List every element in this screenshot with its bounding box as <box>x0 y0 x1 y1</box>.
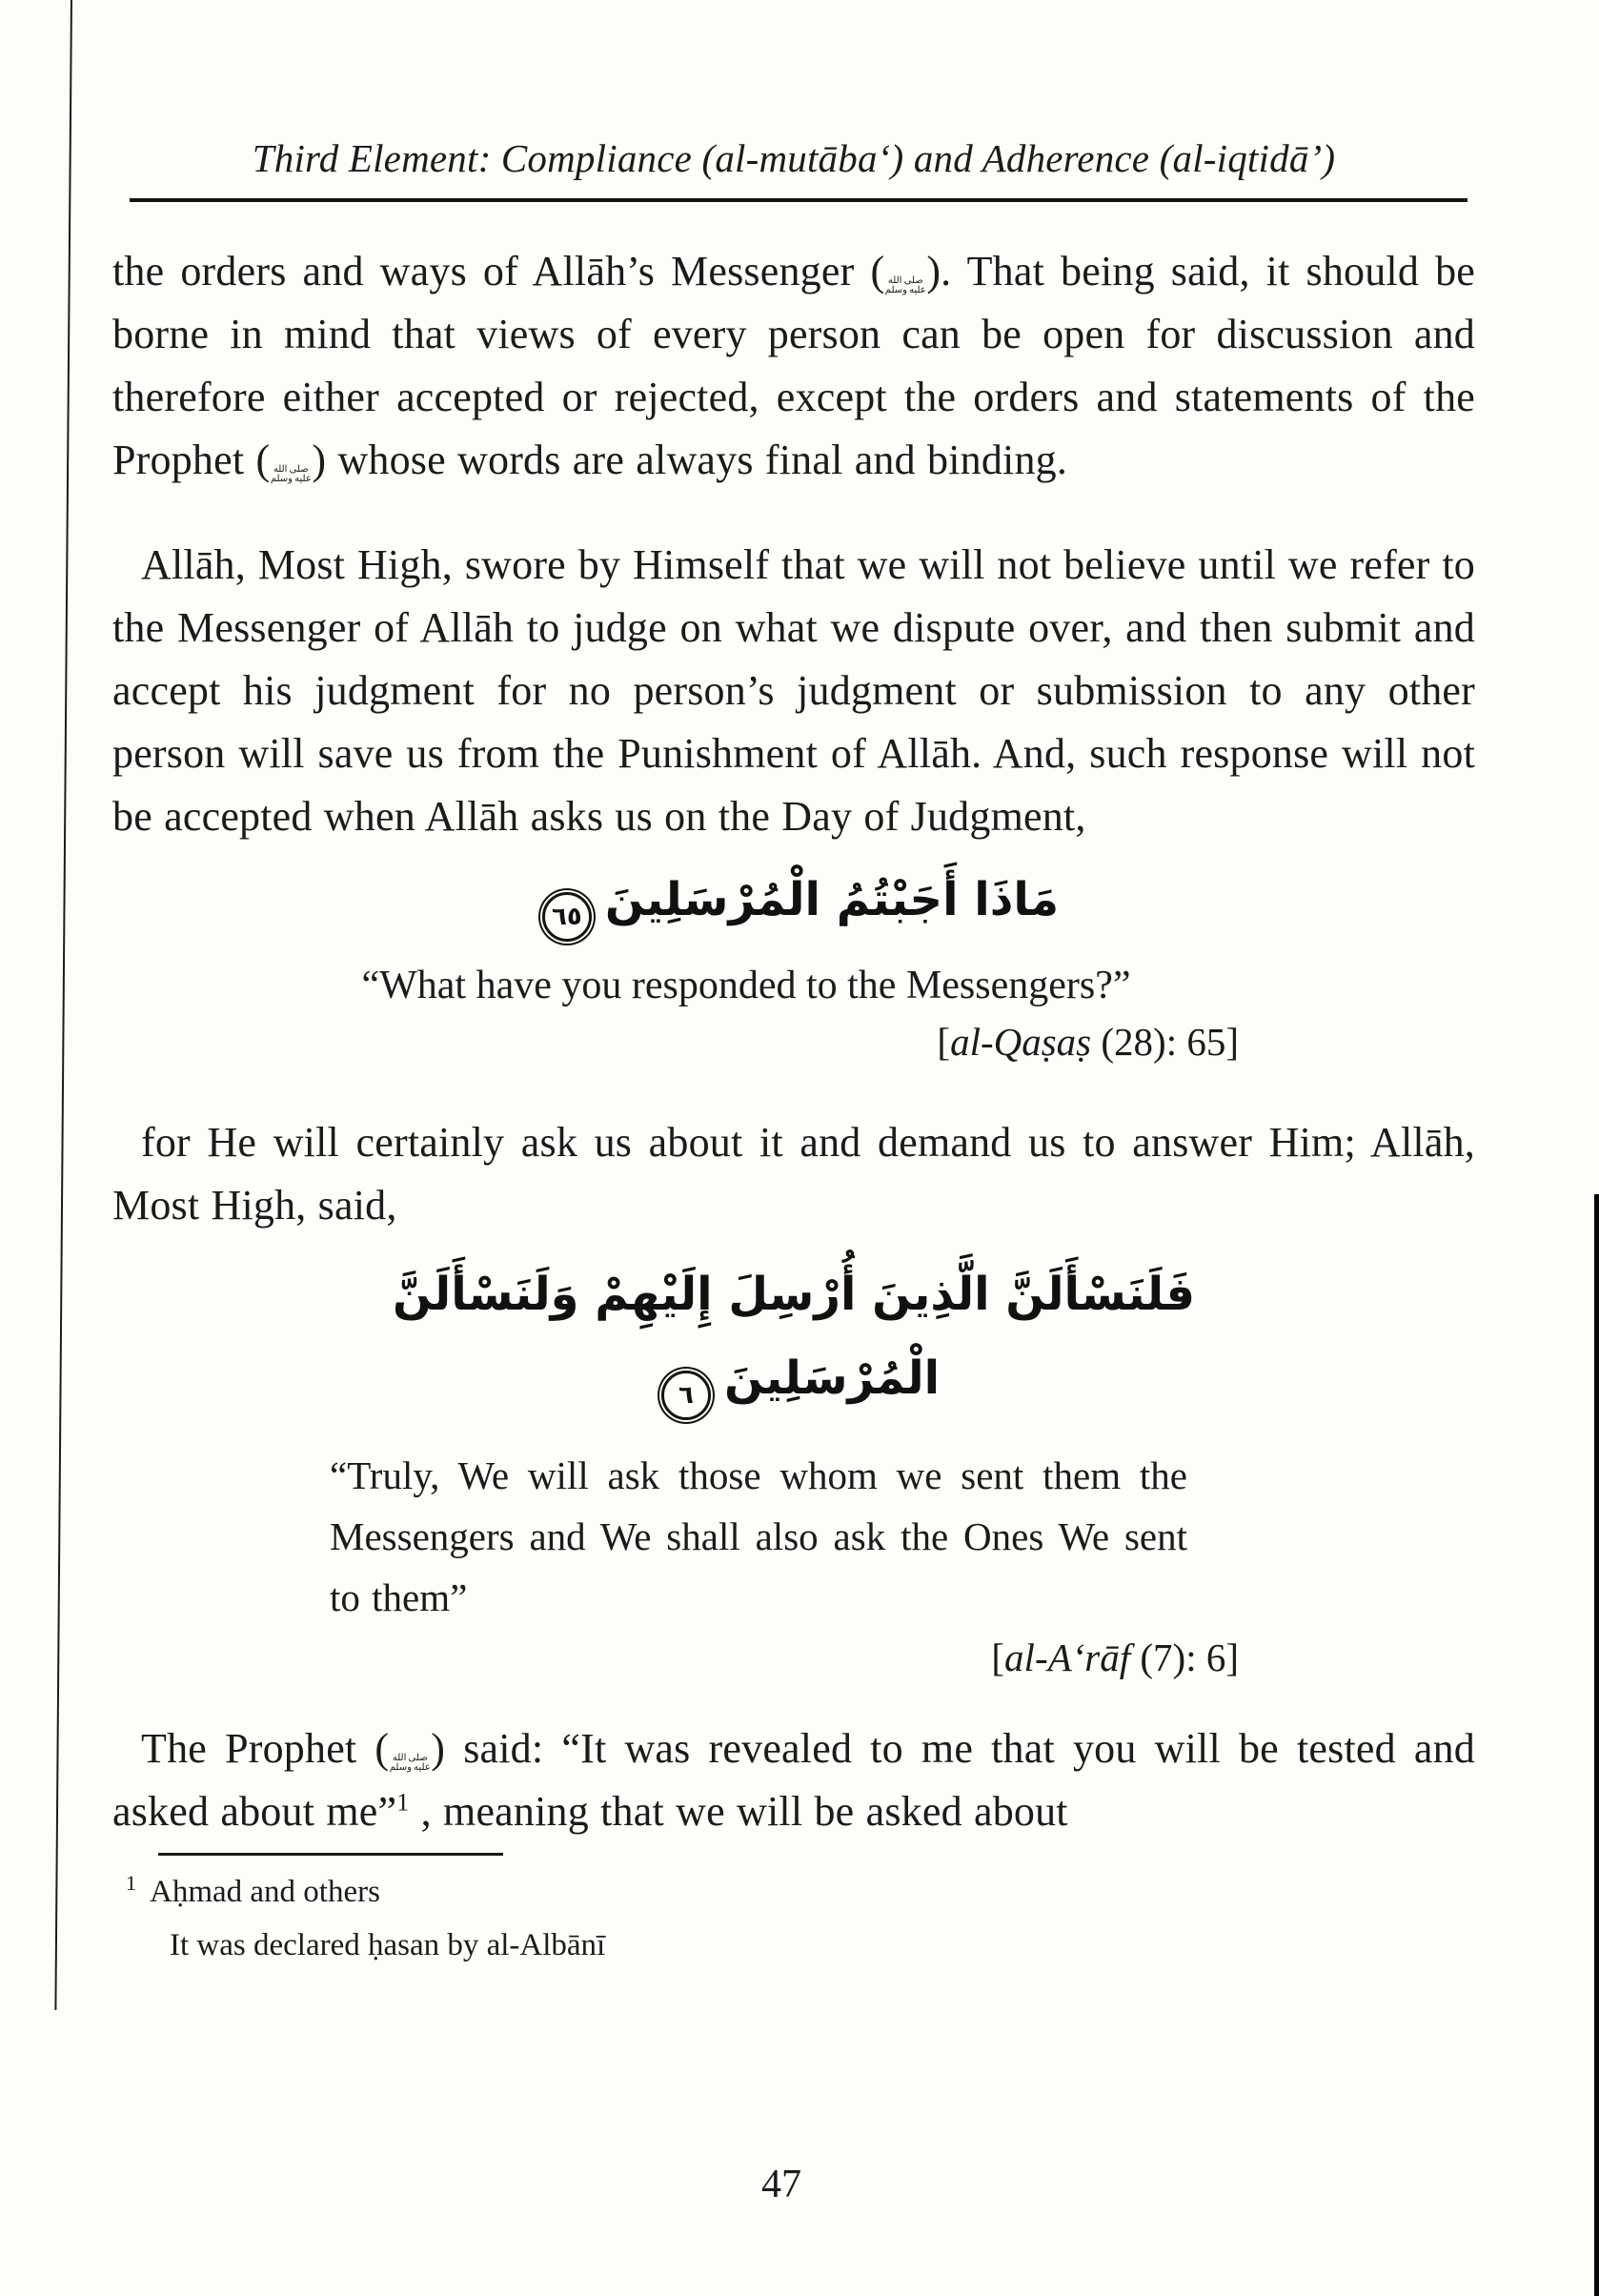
paragraph-1-text-b: ). That being said, it should be borne in mind that views of every person can be open for discussion and therefore either accepted or rejected, except the orders and statements of the Prophet ( <box>112 248 1475 483</box>
footnote-1-text: Aḥmad and others <box>150 1875 380 1909</box>
paragraph-4-text-a: The Prophet ( <box>141 1725 390 1772</box>
verse-2-translation: “Truly, We will ask those whom we sent them the Messengers and We shall also ask the Ones We sent to them” <box>330 1453 1187 1619</box>
footnote-reference-mark: 1 <box>396 1788 410 1817</box>
verse-1-arabic-text: مَاذَا أَجَبْتُمُ الْمُرْسَلِينَ <box>604 873 1060 926</box>
paragraph-4-text-b: ) said: “It was revealed to me that you will be tested and asked about me” <box>112 1725 1475 1835</box>
pbuh-symbol-icon: صلى الله عليه وسلم <box>270 464 312 484</box>
header-rule <box>130 198 1467 202</box>
verse-2-arabic-line1: فَلَنَسْأَلَنَّ الَّذِينَ أُرْسِلَ إِلَيْهِمْ وَلَنَسْأَلَنَّ <box>392 1268 1196 1321</box>
verse-end-medallion: ٦٥ <box>542 892 592 942</box>
paragraph-1 <box>112 240 1475 492</box>
verse-1-citation <box>112 1014 1475 1069</box>
paragraph-1-text-c: ) whose words are always final and binding. <box>312 437 1068 483</box>
citation-reference: (7): 6] <box>1130 1636 1239 1679</box>
citation-surah-name: al-A‘rāf <box>1004 1636 1131 1679</box>
pbuh-symbol-icon: صلى الله عليه وسلم <box>389 1753 431 1773</box>
footnotes-block <box>126 1865 1475 1972</box>
chapter-header: Third Element: Compliance (al-mutāba‘) and Adherence (al-iqtidā’) <box>252 136 1336 180</box>
verse-end-medallion: ٦ <box>661 1371 711 1420</box>
paragraph-3: for He will certainly ask us about it and demand us to answer Him; Allāh, Most High, said, <box>112 1119 1475 1229</box>
paragraph-2: Allāh, Most High, swore by Himself that we will not believe until we refer to the Messenger of Allāh to judge on what we dispute over, and then submit and accept his judgment for no person’s judgment or submission to any other person will save us from the Punishment of Allāh. And, such response will not be accepted when Allāh asks us on the Day of Judgment, <box>112 541 1475 840</box>
paragraph-1-text-a: the orders and ways of Allāh’s Messenger ( <box>112 248 885 295</box>
quran-verse-arabic-2 <box>112 1256 1475 1424</box>
footnote-marker: 1 <box>126 1871 136 1895</box>
verse-2-citation <box>112 1630 1475 1685</box>
verse-1-translation: “What have you responded to the Messengers?” <box>361 964 1131 1007</box>
citation-surah-name: al-Qaṣaṣ <box>950 1020 1092 1064</box>
citation-reference: (28): 65] <box>1091 1020 1239 1064</box>
citation-bracket: [ <box>991 1636 1005 1679</box>
footnote-line-2: It was declared ḥasan by al-Albānī <box>170 1928 606 1962</box>
page-number: 47 <box>761 2163 801 2206</box>
footnote-line-1 <box>126 1865 1475 1919</box>
pbuh-symbol-icon: صلى الله عليه وسلم <box>884 275 926 295</box>
verse-2-arabic-text: الْمُرْسَلِينَ <box>723 1351 941 1405</box>
paragraph-4-text-c: , meaning that we will be asked about <box>409 1788 1068 1835</box>
footnote-separator-rule <box>158 1853 503 1856</box>
citation-bracket: [ <box>937 1020 951 1064</box>
verse-2-arabic-line2 <box>112 1332 1475 1424</box>
quran-verse-arabic-1 <box>112 862 1475 942</box>
paragraph-4 <box>112 1717 1475 1843</box>
